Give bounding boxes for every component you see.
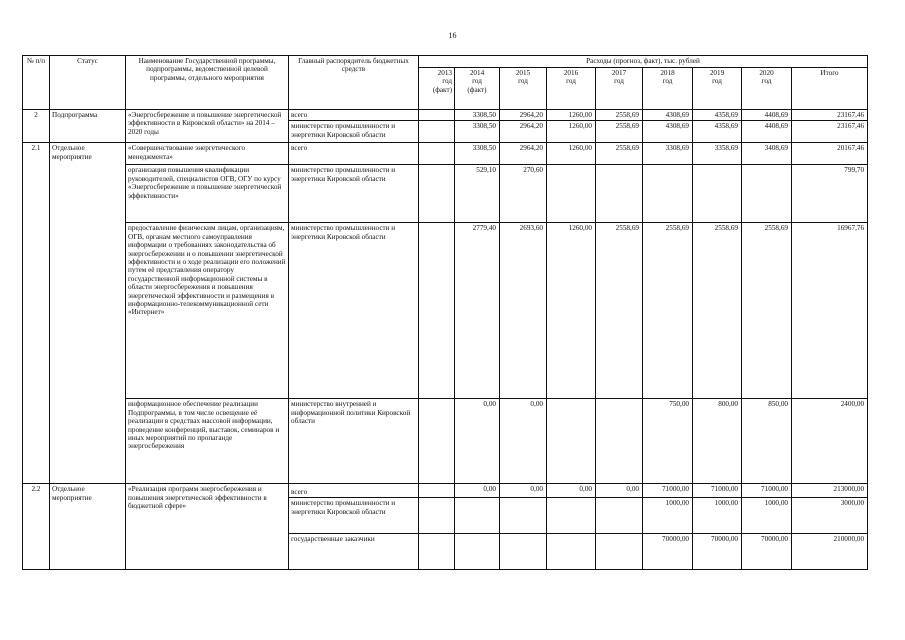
cell-value: 0,00 bbox=[455, 484, 500, 498]
cell-value: 0,00 bbox=[547, 484, 596, 498]
cell-value bbox=[596, 399, 643, 484]
cell-value bbox=[596, 498, 643, 534]
cell-value: 1000,00 bbox=[742, 498, 792, 534]
row-admin: всего bbox=[289, 110, 419, 121]
cell-value bbox=[643, 165, 693, 223]
cell-value bbox=[500, 498, 547, 534]
cell-value: 4308,69 bbox=[643, 121, 693, 143]
cell-total: 799,70 bbox=[792, 165, 868, 223]
header-year: 2015 год bbox=[500, 68, 547, 110]
cell-value: 2779,40 bbox=[455, 223, 500, 399]
budget-table bbox=[22, 55, 868, 570]
row-admin: министерство промышленности и энергетики Кировской области bbox=[289, 223, 419, 399]
cell-value: 3408,69 bbox=[742, 143, 792, 165]
header-total: Итого bbox=[792, 68, 868, 110]
cell-value: 1000,00 bbox=[643, 498, 693, 534]
table-row bbox=[23, 223, 868, 399]
cell-total: 20167,46 bbox=[792, 143, 868, 165]
cell-total: 2400,00 bbox=[792, 399, 868, 484]
cell-value bbox=[742, 165, 792, 223]
header-admin: Главный распорядитель бюджетных средств bbox=[289, 56, 419, 110]
cell-value: 2558,69 bbox=[643, 223, 693, 399]
cell-total: 3000,00 bbox=[792, 498, 868, 534]
cell-value: 800,00 bbox=[693, 399, 742, 484]
row-num: 2.2 bbox=[23, 484, 50, 570]
cell-value: 2558,69 bbox=[596, 110, 643, 121]
row-name: информационное обеспечение реализации Подпрограммы, в том числе освещение её реализации в средствах массовой информации, проведение конференций, выставок, семинаров и иных мероприятий по пропаганде энергосбережения bbox=[126, 399, 289, 484]
row-name: организация повышения квалификации руководителей, специалистов ОГВ, ОГУ по курсу «Энергосбережение и повышение энергетической эффективности» bbox=[126, 165, 289, 223]
row-admin: министерство промышленности и энергетики Кировской области bbox=[289, 165, 419, 223]
header-year: 2020 год bbox=[742, 68, 792, 110]
cell-value: 71000,00 bbox=[742, 484, 792, 498]
cell-total: 213000,00 bbox=[792, 484, 868, 498]
cell-value bbox=[419, 143, 455, 165]
header-expenses: Расходы (прогноз, факт), тыс. рублей bbox=[419, 56, 868, 68]
cell-total: 16967,76 bbox=[792, 223, 868, 399]
cell-value: 2964,20 bbox=[500, 121, 547, 143]
cell-value: 4408,69 bbox=[742, 121, 792, 143]
cell-value: 3308,69 bbox=[643, 143, 693, 165]
cell-value: 4308,69 bbox=[643, 110, 693, 121]
cell-value: 0,00 bbox=[500, 484, 547, 498]
cell-value: 2558,69 bbox=[596, 143, 643, 165]
cell-value: 4408,69 bbox=[742, 110, 792, 121]
cell-value: 3308,50 bbox=[455, 121, 500, 143]
table-row bbox=[23, 143, 868, 165]
row-status: Отдельное мероприятие bbox=[50, 143, 126, 484]
row-admin: всего bbox=[289, 484, 419, 498]
cell-value: 0,00 bbox=[500, 399, 547, 484]
cell-value bbox=[419, 165, 455, 223]
cell-value: 2964,20 bbox=[500, 110, 547, 121]
cell-value: 0,00 bbox=[455, 399, 500, 484]
cell-value bbox=[419, 399, 455, 484]
cell-value: 71000,00 bbox=[693, 484, 742, 498]
cell-value: 2964,20 bbox=[500, 143, 547, 165]
header-row bbox=[23, 56, 868, 68]
cell-value bbox=[419, 110, 455, 121]
row-name: «Реализация программ энергосбережения и повышения энергетической эффективности в бюджетной сфере» bbox=[126, 484, 289, 570]
cell-value bbox=[596, 165, 643, 223]
row-status: Подпрограмма bbox=[50, 110, 126, 143]
cell-value: 2558,69 bbox=[596, 121, 643, 143]
cell-value: 70000,00 bbox=[643, 534, 693, 570]
cell-value: 1260,00 bbox=[547, 110, 596, 121]
table-row bbox=[23, 399, 868, 484]
row-num: 2 bbox=[23, 110, 50, 143]
cell-value bbox=[693, 165, 742, 223]
header-year: 2013 год (факт) bbox=[419, 68, 455, 110]
cell-value: 4358,69 bbox=[693, 121, 742, 143]
cell-value: 4358,69 bbox=[693, 110, 742, 121]
row-admin: всего bbox=[289, 143, 419, 165]
cell-total: 23167,46 bbox=[792, 110, 868, 121]
cell-value: 270,60 bbox=[500, 165, 547, 223]
row-num: 2.1 bbox=[23, 143, 50, 484]
cell-value: 3308,50 bbox=[455, 110, 500, 121]
cell-value bbox=[547, 399, 596, 484]
cell-value bbox=[419, 498, 455, 534]
cell-value: 529,10 bbox=[455, 165, 500, 223]
cell-value bbox=[547, 498, 596, 534]
table-row bbox=[23, 165, 868, 223]
cell-value: 1260,00 bbox=[547, 223, 596, 399]
table-row bbox=[23, 110, 868, 121]
page-number: 16 bbox=[448, 31, 457, 40]
cell-value: 1260,00 bbox=[547, 121, 596, 143]
cell-total: 210000,00 bbox=[792, 534, 868, 570]
cell-value: 2693,60 bbox=[500, 223, 547, 399]
header-year: 2017 год bbox=[596, 68, 643, 110]
cell-value bbox=[547, 165, 596, 223]
header-year: 2018 год bbox=[643, 68, 693, 110]
row-admin: министерство промышленности и энергетики Кировской области bbox=[289, 121, 419, 143]
cell-value bbox=[455, 498, 500, 534]
cell-value bbox=[596, 534, 643, 570]
cell-value: 850,00 bbox=[742, 399, 792, 484]
row-admin: министерство внутренней и информационной политики Кировской области bbox=[289, 399, 419, 484]
cell-value: 1260,00 bbox=[547, 143, 596, 165]
cell-value: 0,00 bbox=[596, 484, 643, 498]
row-admin: государственные заказчики bbox=[289, 534, 419, 570]
cell-value: 3358,69 bbox=[693, 143, 742, 165]
cell-value: 1000,00 bbox=[693, 498, 742, 534]
cell-total: 23167,46 bbox=[792, 121, 868, 143]
header-num: № п/п bbox=[23, 56, 50, 110]
header-year: 2014 год (факт) bbox=[455, 68, 500, 110]
row-status: Отдельное мероприятие bbox=[50, 484, 126, 570]
cell-value: 2558,69 bbox=[596, 223, 643, 399]
cell-value: 750,00 bbox=[643, 399, 693, 484]
header-year: 2016 год bbox=[547, 68, 596, 110]
row-name: «Совершенствование энергетического менеджмента» bbox=[126, 143, 289, 165]
table-row bbox=[23, 484, 868, 498]
cell-value: 70000,00 bbox=[742, 534, 792, 570]
cell-value bbox=[419, 484, 455, 498]
cell-value bbox=[500, 534, 547, 570]
cell-value bbox=[419, 121, 455, 143]
row-name: предоставление физическим лицам, организациям, ОГВ, органам местного самоуправления информации о требованиях законодательства об энергосбережении и о повышении энергетической эффективности и о ходе реализации его положений путем её представления оператору государственной информационной системы в области энергосбережения и повышения энергетической эффективности и размещения в информационно-телекоммуникационной сети «Интернет» bbox=[126, 223, 289, 399]
cell-value: 70000,00 bbox=[693, 534, 742, 570]
cell-value: 2558,69 bbox=[742, 223, 792, 399]
header-name: Наименование Государственной программы, подпрограммы, ведомственной целевой программы, отдельного мероприятия bbox=[126, 56, 289, 110]
cell-value bbox=[419, 223, 455, 399]
cell-value: 2558,69 bbox=[693, 223, 742, 399]
cell-value bbox=[419, 534, 455, 570]
header-year: 2019 год bbox=[693, 68, 742, 110]
row-name: «Энергосбережение и повышение энергетической эффективности в Кировской области» на 2014 – 2020 годы bbox=[126, 110, 289, 143]
cell-value bbox=[547, 534, 596, 570]
cell-value bbox=[455, 534, 500, 570]
header-status: Статус bbox=[50, 56, 126, 110]
row-admin: министерство промышленности и энергетики Кировской области bbox=[289, 498, 419, 534]
cell-value: 71000,00 bbox=[643, 484, 693, 498]
cell-value: 3308,50 bbox=[455, 143, 500, 165]
